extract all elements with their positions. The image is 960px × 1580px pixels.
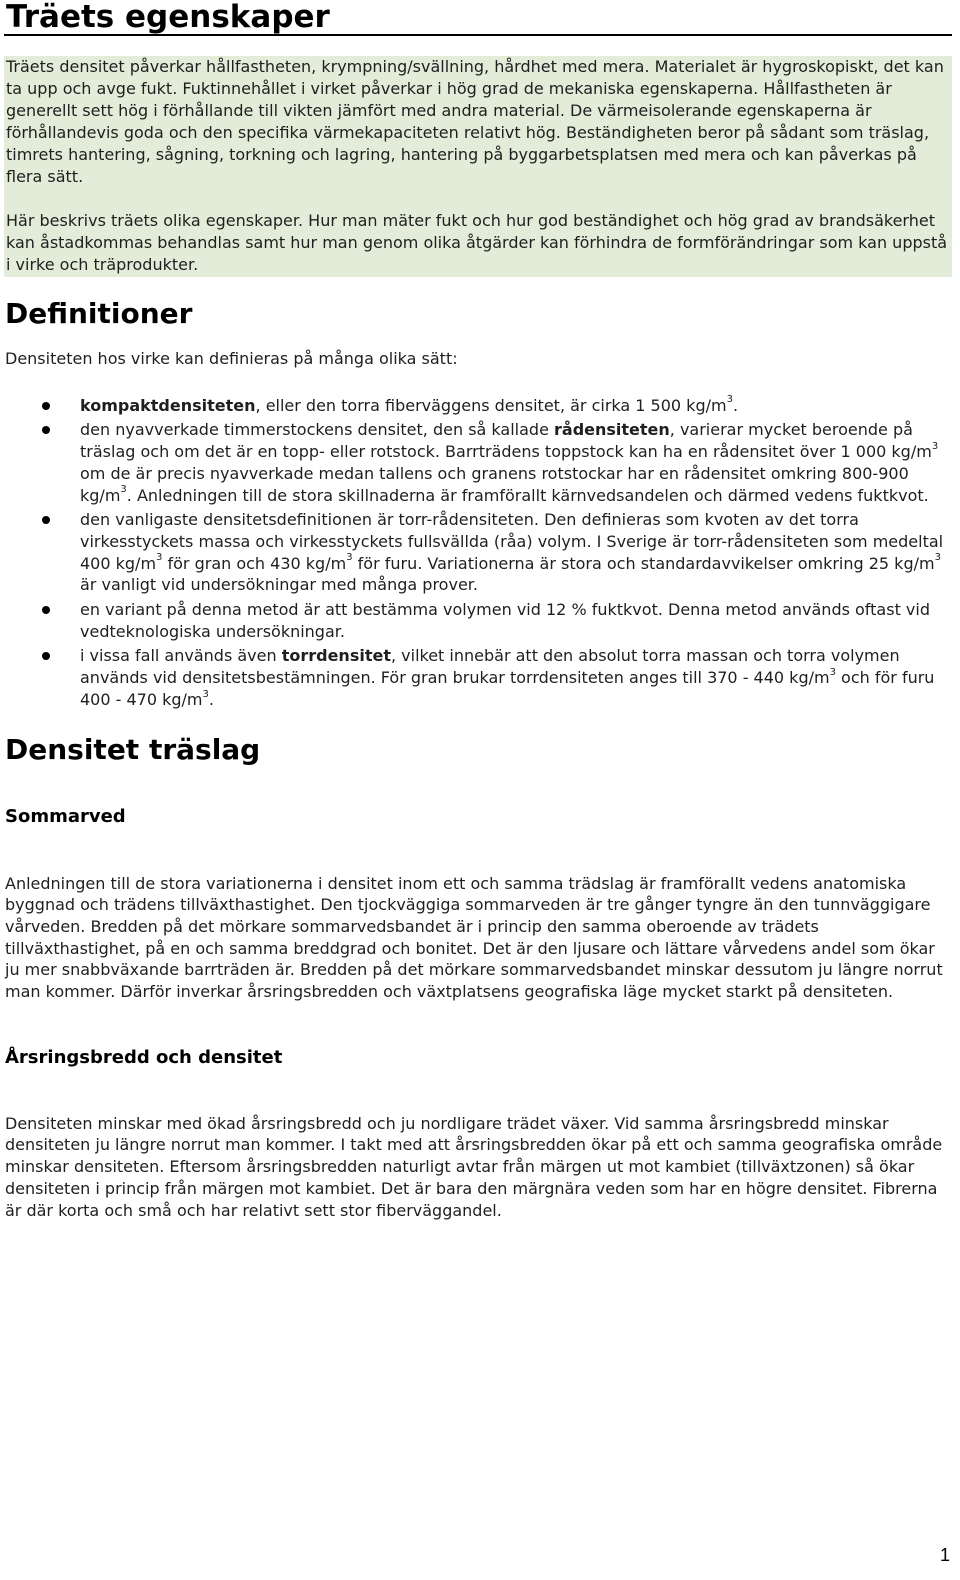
density-heading: Densitet träslag bbox=[5, 732, 261, 766]
list-item: den nyavverkade timmerstockens densitet, den så kallade rådensiteten, varierar mycket beroende på träslag och om det är en topp- eller rotstock. Barrträdens toppstock kan ha en rådensitet över 1 000 $kg/m^3$ om de är precis nyavverkade medan tallens och granens rotstockar har en rådensitet omkring 800-900 $kg/m^3$. Anledningen till de stora skillnaderna är framförallt kärnvedsandelen och därmed vedens fuktkvot. bbox=[4, 419, 952, 506]
term-torrdensitet: torrdensitet bbox=[281, 646, 391, 666]
list-item: en variant på denna metod är att bestämma volymen vid 12 % fuktkvot. Denna metod används oftast vid vedteknologiska undersökningar. bbox=[4, 599, 952, 642]
definitions-heading: Definitioner bbox=[5, 297, 193, 330]
summerwood-heading: Sommarved bbox=[5, 805, 126, 827]
ring-width-paragraph: Densiteten minskar med ökad årsringsbredd och ju nordligare trädet växer. Vid samma årsringsbredd minskar densiteten ju längre norrut man kommer. I takt med att årsringsbredden ökar på ett och samma geografiska område minskar densiteten. Eftersom årsringsbredden naturligt avtar från märgen ut mot kambiet (tillväxtzonen) så ökar densiteten i princip från märgen mot kambiet. Det är bara den märgnära veden som har en högre densitet. Fibrerna är där korta och små och har relativt sett stor fiberväggandel. bbox=[5, 1113, 943, 1220]
intro-paragraph-2: Här beskrivs träets olika egenskaper. Hur man mäter fukt och hur god beständighet och hög grad av brandsäkerhet kan åstadkommas behandlas samt hur man genom olika åtgärder kan förhindra de formförändringar som kan uppstå i virke och träprodukter. bbox=[6, 211, 948, 274]
summerwood-paragraph: Anledningen till de stora variationerna i densitet inom ett och samma trädslag är framförallt vedens anatomiska byggnad och trädens tillväxthastighet. Den tjockväggiga sommarveden är tre gånger tyngre än den tunnväggigare vårveden. Bredden på det mörkare sommarvedsbandet är i princip den samma oberoende av trädets tillväxthastighet, på en och samma breddgrad och bonitet. Det är den ljusare och lättare vårvedens andel som ökar ju mer snabbväxande barrträden är. Bredden på det mörkare sommarvedsbandet minskar dessutom ju längre norrut man kommer. Därför inverkar årsringsbredden och växtplatsens geografiska läge mycket starkt på densiteten. bbox=[5, 873, 943, 1002]
definitions-lead: Densiteten hos virke kan definieras på många olika sätt: bbox=[5, 349, 458, 368]
list-item: i vissa fall används även torrdensitet, vilket innebär att den absolut torra massan och torra volymen används vid densitetsbestämningen. För gran brukar torrdensiteten anges till 370 - 440 $kg/m^3$ och för furu 400 - 470 $kg/m^3$. bbox=[4, 645, 952, 710]
list-item: kompaktdensiteten, eller den torra fiberväggens densitet, är cirka 1 500 $kg/m^3$. bbox=[4, 395, 952, 417]
intro-paragraph-1: Träets densitet påverkar hållfastheten, krympning/svällning, hårdhet med mera. Materialet är hygroskopiskt, det kan ta upp och avge fukt. Fuktinnehållet i virket påverkar i hög grad de mekaniska egenskaperna. Hållfastheten är generellt sett hög i förhållande till vikten jämfört med andra material. De värmeisolerande egenskaperna är förhållandevis goda och den specifika värmekapaciteten relativt hög. Beständigheten beror på sådant som träslag, timrets hantering, sågning, torkning och lagring, hantering på byggarbetsplatsen med mera och kan påverkas på flera sätt. bbox=[6, 57, 944, 186]
term-radensiteten: rådensiteten bbox=[554, 420, 670, 440]
document-page bbox=[4, 0, 952, 1221]
page-number: 1 bbox=[939, 1545, 950, 1565]
page-title: Träets egenskaper bbox=[4, 0, 952, 36]
definitions-list bbox=[4, 395, 952, 711]
intro-box bbox=[4, 56, 952, 277]
ring-width-heading: Årsringsbredd och densitet bbox=[5, 1046, 283, 1068]
list-item: den vanligaste densitetsdefinitionen är torr-rådensiteten. Den definieras som kvoten av det torra virkesstyckets massa och virkesstyckets fullsvällda (råa) volym. I Sverige är torr-rådensiteten som medeltal 400 $kg/m^3$ för gran och 430 $kg/m^3$ för furu. Variationerna är stora och standardavvikelser omkring 25 $kg/m^3$ är vanligt vid undersökningar med många prover. bbox=[4, 509, 952, 596]
term-kompaktdensiteten: kompaktdensiteten bbox=[80, 395, 256, 415]
